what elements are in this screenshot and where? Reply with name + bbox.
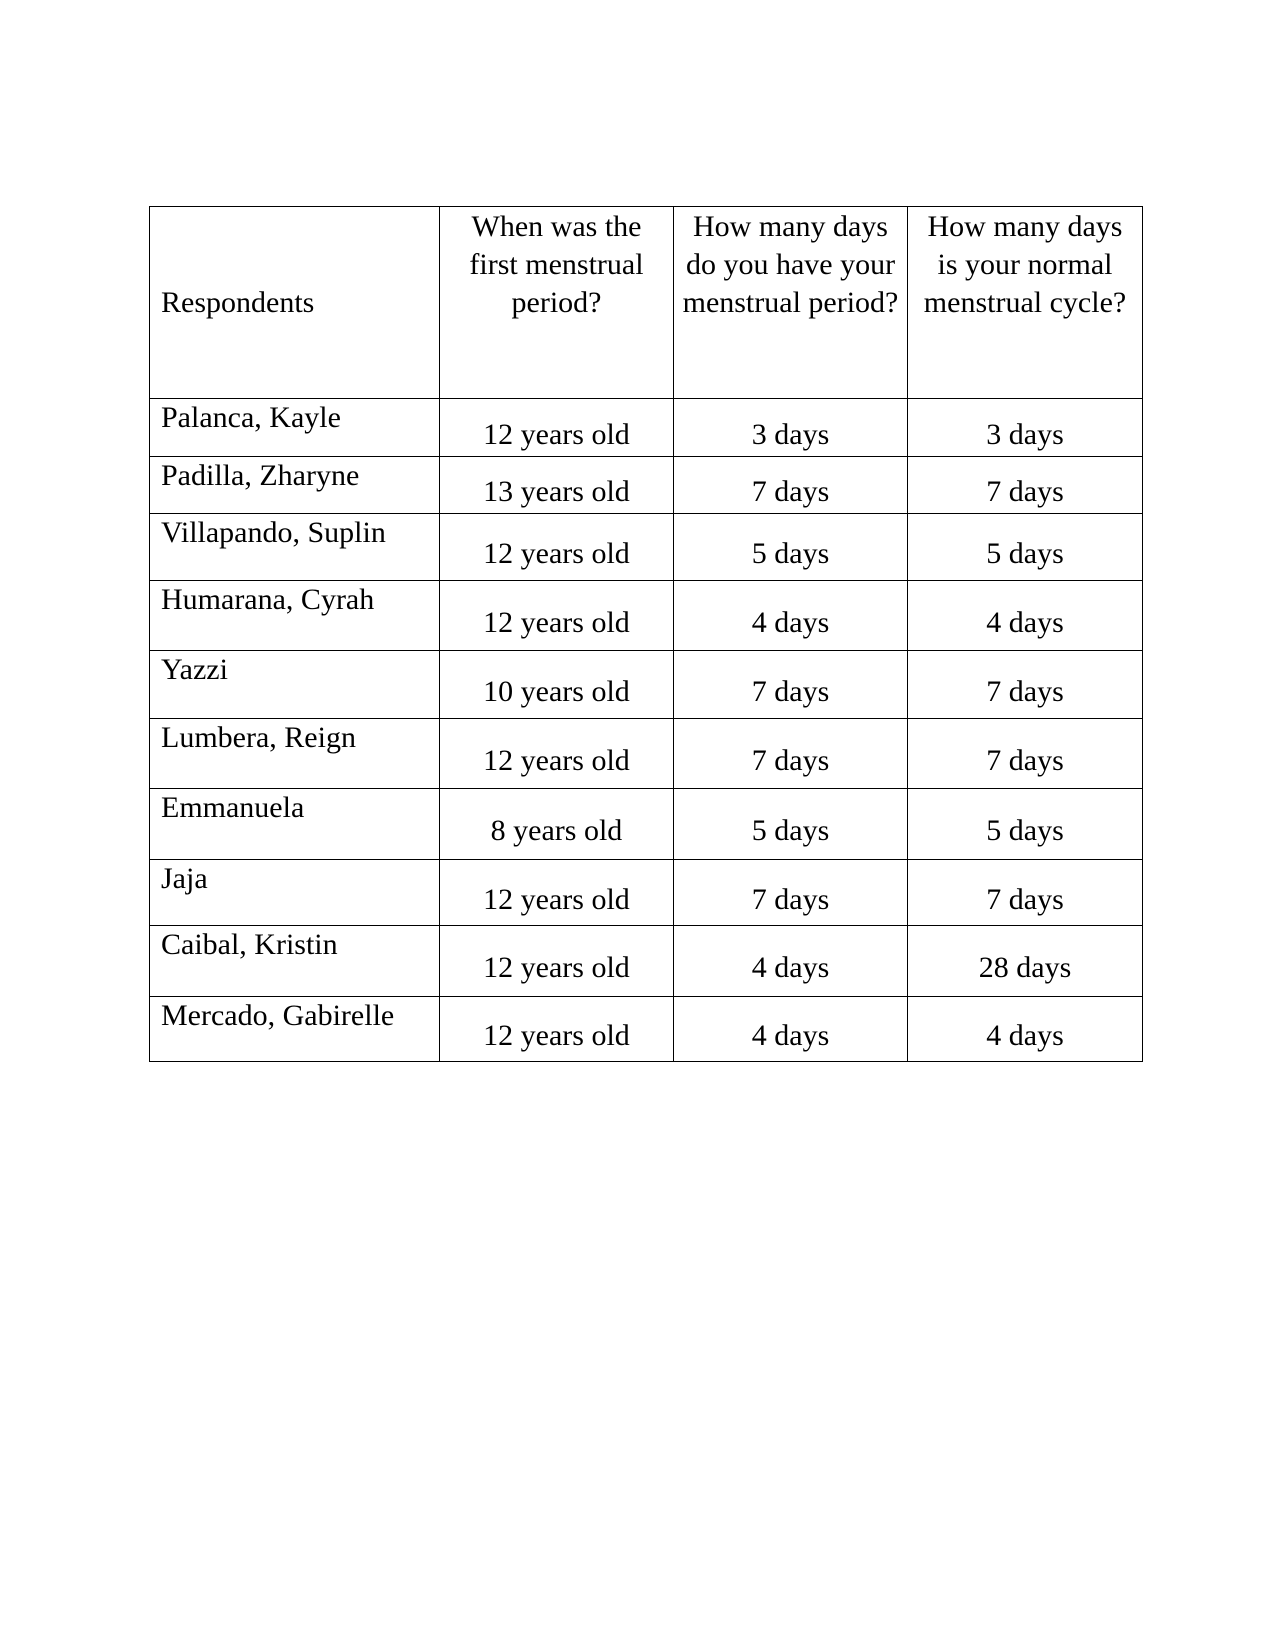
survey-table <box>149 206 1143 1062</box>
period-days-cell: 4 days <box>674 926 908 997</box>
period-days-cell: 7 days <box>674 860 908 926</box>
table-body <box>150 399 1143 1062</box>
first-period-cell: 12 years old <box>440 926 674 997</box>
period-days-cell: 4 days <box>674 581 908 651</box>
respondent-name: Humarana, Cyrah <box>150 581 440 651</box>
header-cycle-days-text: How many days is your normal menstrual cycle? <box>923 210 1127 319</box>
period-days-cell: 5 days <box>674 789 908 860</box>
table-row <box>150 581 1143 651</box>
first-period-cell: 12 years old <box>440 581 674 651</box>
cycle-days-cell: 5 days <box>908 789 1143 860</box>
first-period-cell: 10 years old <box>440 651 674 719</box>
period-days-cell: 4 days <box>674 997 908 1062</box>
header-row <box>150 207 1143 399</box>
cycle-days-cell: 7 days <box>908 860 1143 926</box>
cycle-days-cell: 7 days <box>908 651 1143 719</box>
header-first-period <box>440 207 674 399</box>
table-header <box>150 207 1143 399</box>
first-period-cell: 12 years old <box>440 514 674 581</box>
table-row <box>150 860 1143 926</box>
first-period-cell: 12 years old <box>440 719 674 789</box>
table-row <box>150 789 1143 860</box>
respondent-name: Caibal, Kristin <box>150 926 440 997</box>
cycle-days-cell: 4 days <box>908 581 1143 651</box>
header-period-days <box>674 207 908 399</box>
respondent-name: Lumbera, Reign <box>150 719 440 789</box>
first-period-cell: 12 years old <box>440 399 674 457</box>
period-days-cell: 7 days <box>674 719 908 789</box>
first-period-cell: 13 years old <box>440 457 674 514</box>
table-row <box>150 514 1143 581</box>
respondent-name: Villapando, Suplin <box>150 514 440 581</box>
header-first-period-text: When was the first menstrual period? <box>469 210 644 319</box>
cycle-days-cell: 28 days <box>908 926 1143 997</box>
header-cycle-days <box>908 207 1143 399</box>
first-period-cell: 12 years old <box>440 997 674 1062</box>
respondent-name: Mercado, Gabirelle <box>150 997 440 1062</box>
cycle-days-cell: 3 days <box>908 399 1143 457</box>
cycle-days-cell: 7 days <box>908 457 1143 514</box>
table-row <box>150 997 1143 1062</box>
period-days-cell: 3 days <box>674 399 908 457</box>
respondent-name: Padilla, Zharyne <box>150 457 440 514</box>
respondent-name: Jaja <box>150 860 440 926</box>
respondent-name: Emmanuela <box>150 789 440 860</box>
cycle-days-cell: 5 days <box>908 514 1143 581</box>
table-row <box>150 457 1143 514</box>
period-days-cell: 7 days <box>674 457 908 514</box>
header-period-days-text: How many days do you have your menstrual period? <box>682 210 899 319</box>
period-days-cell: 5 days <box>674 514 908 581</box>
cycle-days-cell: 4 days <box>908 997 1143 1062</box>
table-row <box>150 651 1143 719</box>
respondent-name: Palanca, Kayle <box>150 399 440 457</box>
respondent-name: Yazzi <box>150 651 440 719</box>
period-days-cell: 7 days <box>674 651 908 719</box>
header-respondents: Respondents <box>150 207 440 399</box>
first-period-cell: 12 years old <box>440 860 674 926</box>
first-period-cell: 8 years old <box>440 789 674 860</box>
table-row <box>150 399 1143 457</box>
cycle-days-cell: 7 days <box>908 719 1143 789</box>
table-row <box>150 719 1143 789</box>
table-row <box>150 926 1143 997</box>
